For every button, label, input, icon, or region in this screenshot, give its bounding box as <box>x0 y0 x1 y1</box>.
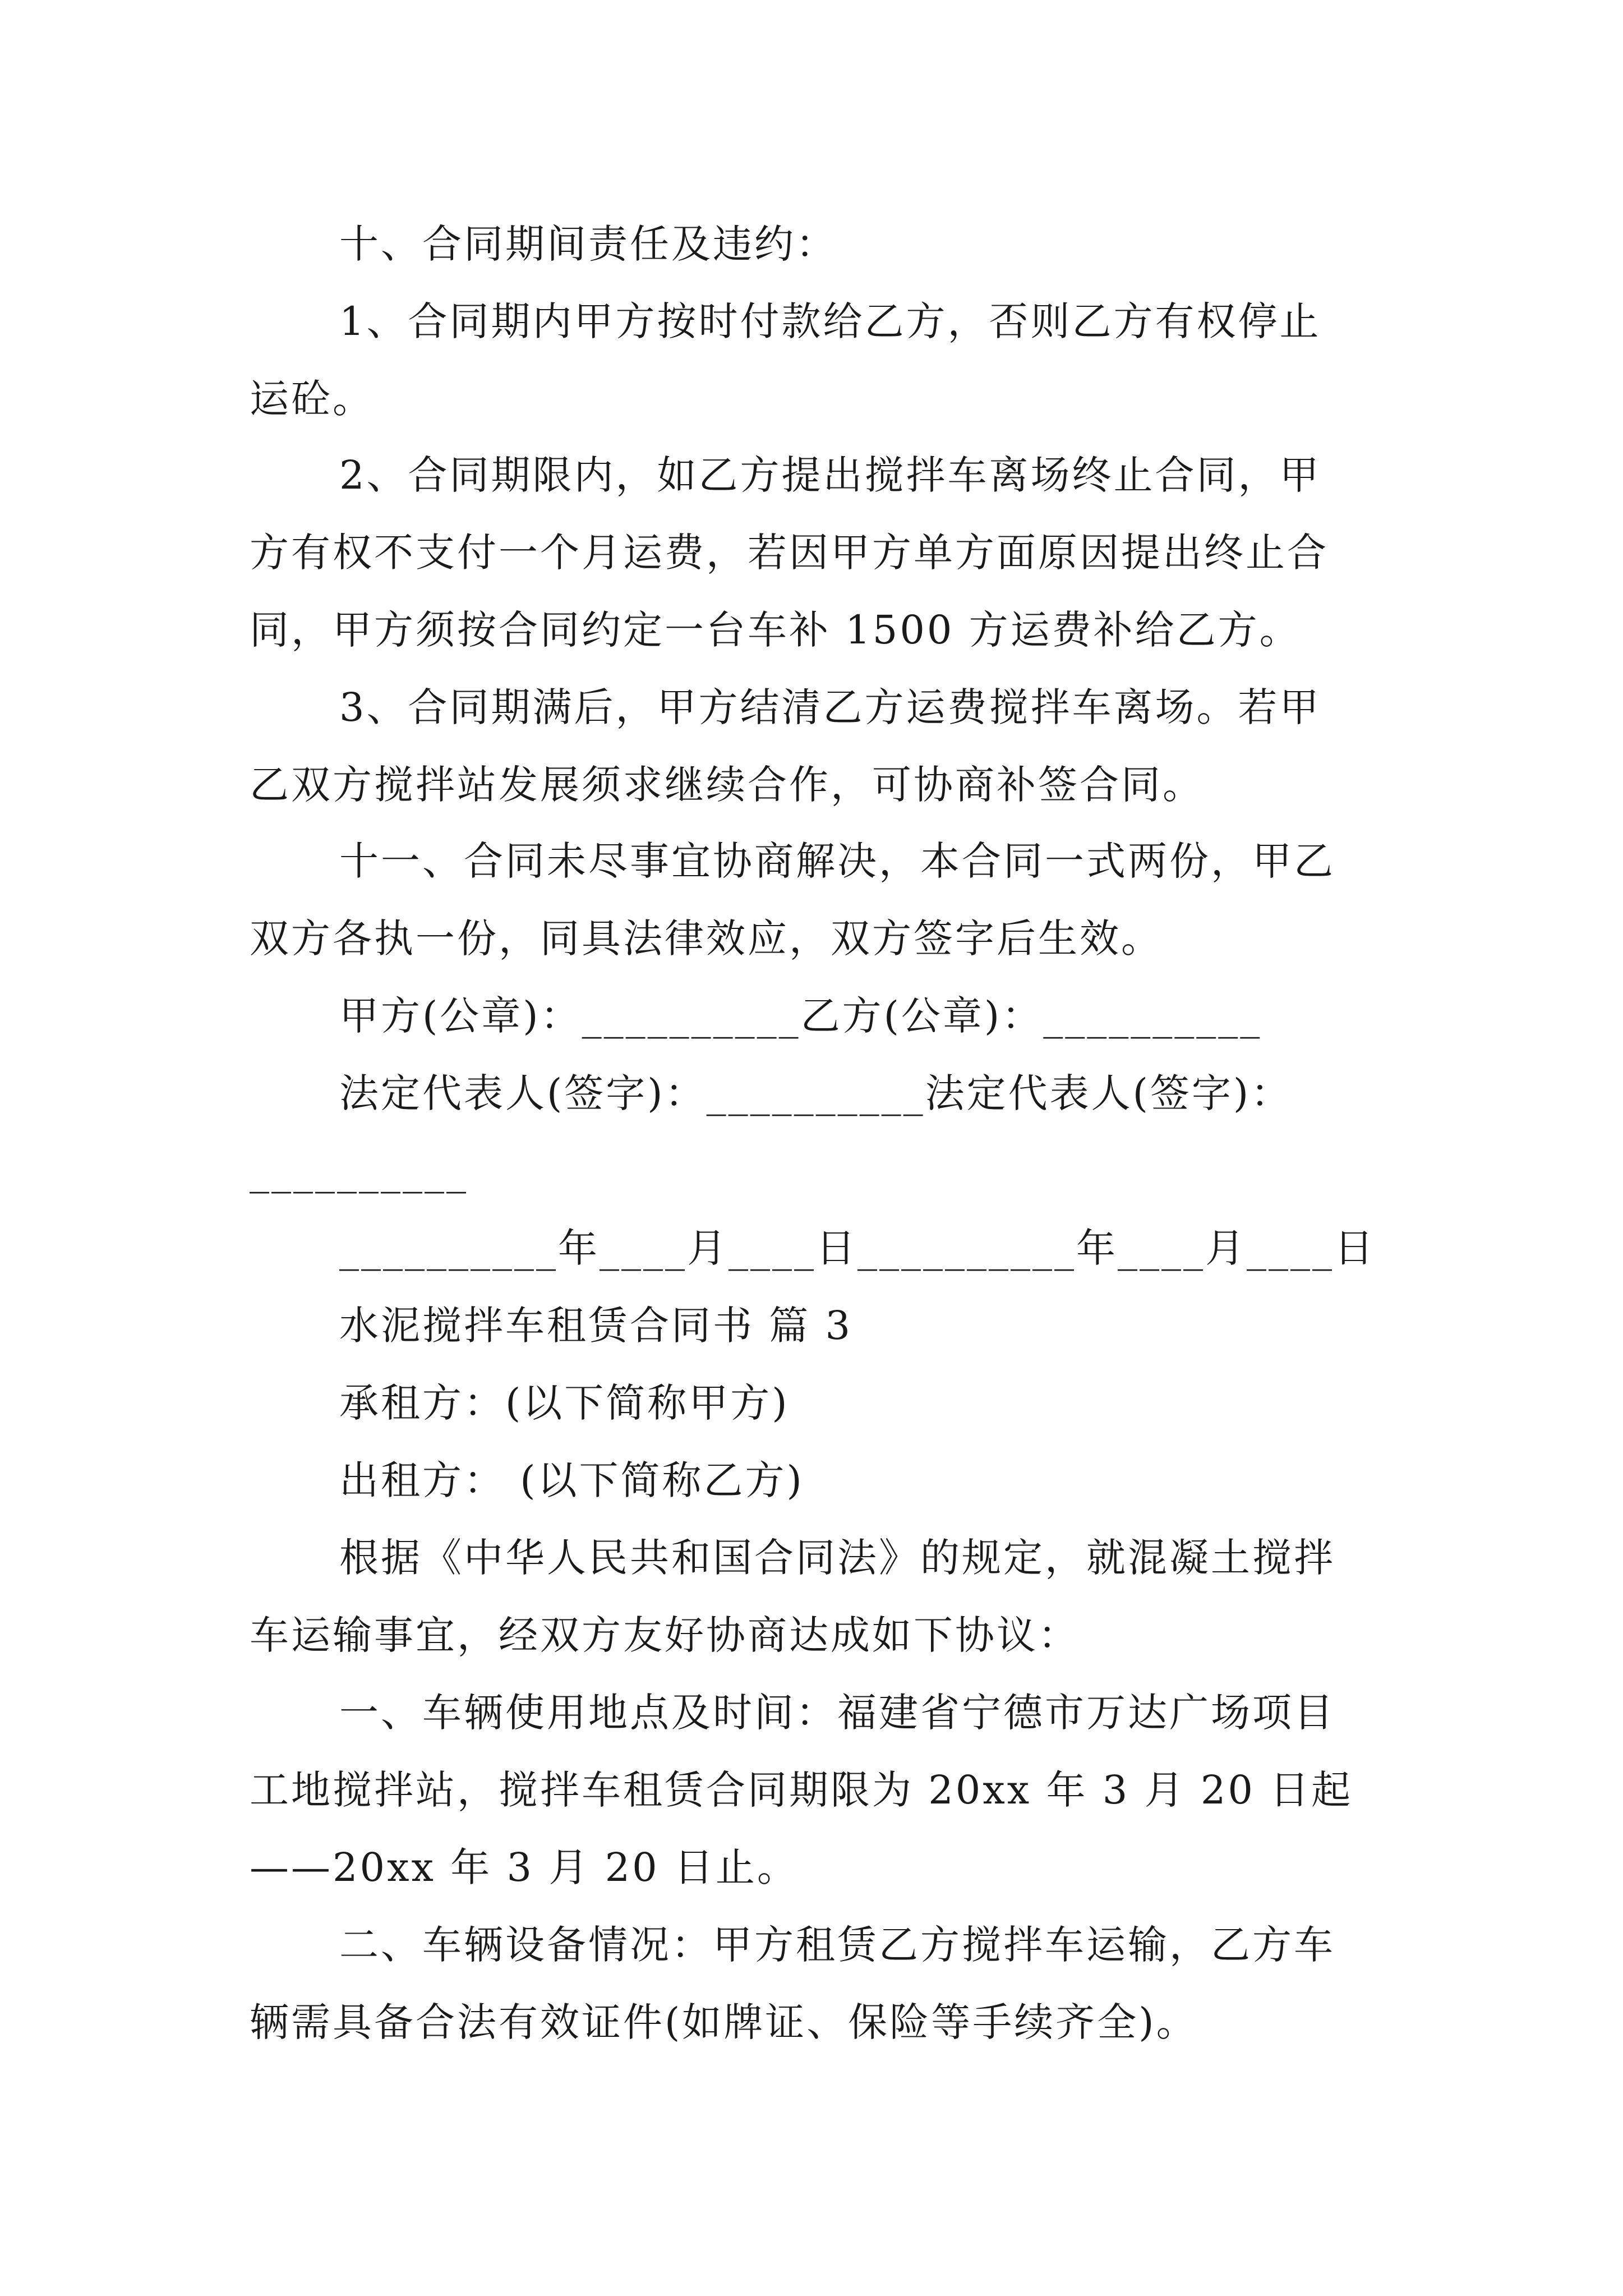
section-eleven-line-2: 双方各执一份，同具法律效应，双方签字后生效。 <box>250 915 1163 961</box>
date-line: __________年____月____日__________年____月____日 <box>339 1225 1376 1271</box>
section-ten-heading: 十、合同期间责任及违约： <box>339 221 837 267</box>
lessee-line: 承租方：(以下简称甲方) <box>339 1380 790 1426</box>
preamble-line-1: 根据《中华人民共和国合同法》的规定，就混凝土搅拌 <box>339 1535 1335 1581</box>
section-eleven-line-1: 十一、合同未尽事宜协商解决，本合同一式两份，甲乙 <box>339 838 1335 884</box>
article-one-line-2: 工地搅拌站，搅拌车租赁合同期限为 20xx 年 3 月 20 日起 <box>250 1767 1353 1813</box>
article-two-line-2: 辆需具备合法有效证件(如牌证、保险等手续齐全)。 <box>250 1999 1198 2045</box>
contract-title: 水泥搅拌车租赁合同书 篇 3 <box>339 1303 853 1349</box>
clause-2-line-3: 同，甲方须按合同约定一台车补 1500 方运费补给乙方。 <box>250 607 1301 653</box>
party-seal-line: 甲方(公章)：__________乙方(公章)：__________ <box>339 993 1262 1039</box>
clause-3-line-1: 3、合同期满后，甲方结清乙方运费搅拌车离场。若甲 <box>339 684 1321 730</box>
legal-representative-line: 法定代表人(签字)：__________法定代表人(签字)： <box>339 1070 1293 1116</box>
article-two-line-1: 二、车辆设备情况：甲方租赁乙方搅拌车运输，乙方车 <box>339 1922 1335 1968</box>
lessor-line: 出租方： (以下简称乙方) <box>339 1457 804 1503</box>
clause-3-line-2: 乙双方搅拌站发展须求继续合作，可协商补签合同。 <box>250 762 1204 808</box>
legal-representative-blank: __________ <box>250 1148 468 1194</box>
article-one-line-3: ——20xx 年 3 月 20 日止。 <box>250 1844 799 1890</box>
clause-1-line-2: 运砼。 <box>250 376 374 422</box>
clause-1-line-1: 1、合同期内甲方按时付款给乙方，否则乙方有权停止 <box>339 298 1321 344</box>
clause-2-line-2: 方有权不支付一个月运费，若因甲方单方面原因提出终止合 <box>250 530 1329 576</box>
clause-2-line-1: 2、合同期限内，如乙方提出搅拌车离场终止合同，甲 <box>339 452 1321 498</box>
article-one-line-1: 一、车辆使用地点及时间：福建省宁德市万达广场项目 <box>339 1690 1335 1736</box>
preamble-line-2: 车运输事宜，经双方友好协商达成如下协议： <box>250 1612 1080 1658</box>
